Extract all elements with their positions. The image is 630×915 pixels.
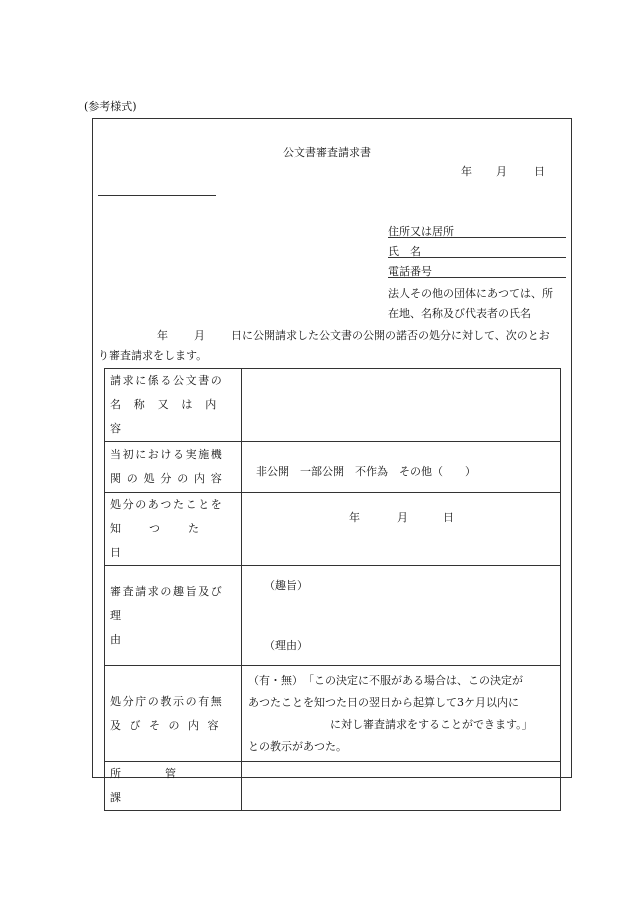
- intro-text-line2: り審査請求をします。: [98, 349, 208, 362]
- row-reason: [105, 566, 561, 666]
- known-date-day: 日: [443, 511, 454, 524]
- sample-label: (参考様式): [84, 100, 137, 113]
- known-date-value[interactable]: [242, 493, 561, 566]
- instruction-label: [105, 666, 242, 762]
- reason-label: [105, 566, 242, 666]
- doc-name-value[interactable]: [242, 369, 561, 442]
- instruction-text-line2: あつたことを知つた日の翌日から起算して3ケ月以内に: [248, 695, 519, 709]
- original-options-text: 非公開 一部公開 不作為 その他（ ）: [256, 465, 476, 478]
- instruction-value[interactable]: [242, 666, 561, 762]
- intro-month: 月: [194, 329, 205, 342]
- address-label: 住所又は居所: [388, 225, 454, 238]
- original-options[interactable]: [242, 442, 561, 493]
- phone-label: 電話番号: [388, 265, 432, 278]
- instruction-text-line3: に対し審査請求をすることができます。」: [330, 717, 533, 731]
- name-line: [388, 257, 566, 258]
- name-label: 氏 名: [388, 245, 421, 258]
- doc-name-label-line2: 名称又は内容: [110, 398, 229, 435]
- request-table: [104, 368, 561, 811]
- row-known-date: [105, 493, 561, 566]
- instruction-label-line2: 及びその内容: [110, 718, 227, 732]
- reason-sub-label: （理由）: [264, 639, 308, 652]
- original-label-line2: 関の処分の内容: [110, 472, 228, 485]
- original-label: [105, 442, 242, 493]
- corp-note-line2: 在地、名称及び代表者の氏名: [388, 307, 531, 320]
- corp-note-line1: 法人その他の団体にあつては、所: [388, 287, 553, 300]
- dept-label: 所管課: [105, 762, 242, 811]
- reason-label-line2: 理由: [110, 608, 211, 646]
- address-line: [388, 237, 566, 238]
- intro-text-line1: 日に公開請求した公文書の公開の諾否の処分に対して、次のとお: [231, 329, 550, 342]
- row-document-name: [105, 369, 561, 442]
- original-label-line1: 当初における実施機: [110, 448, 224, 461]
- phone-line: [388, 277, 566, 278]
- known-date-label-line1: 処分のあつたことを: [110, 498, 224, 511]
- dept-value[interactable]: [242, 762, 561, 811]
- doc-name-label-line1: 請求に係る公文書の: [110, 374, 224, 387]
- known-date-label-line2: 知つた日: [110, 522, 227, 559]
- date-year: 年: [461, 165, 472, 178]
- instruction-text-line1: （有・無） 「この決定に不服がある場合は、この決定が: [248, 673, 523, 687]
- reason-value[interactable]: [242, 566, 561, 666]
- date-month: 月: [496, 165, 507, 178]
- date-day: 日: [534, 165, 545, 178]
- row-original-disposition: [105, 442, 561, 493]
- row-instruction: [105, 666, 561, 762]
- reason-label-line1: 審査請求の趣旨及び: [110, 584, 224, 598]
- addressee-line: [98, 195, 216, 196]
- doc-name-label: [105, 369, 242, 442]
- purpose-label: （趣旨）: [264, 579, 308, 592]
- form-title: 公文書審査請求書: [283, 146, 371, 159]
- known-date-year: 年: [349, 511, 360, 524]
- row-department: [105, 762, 561, 811]
- intro-year: 年: [157, 329, 168, 342]
- instruction-label-line1: 処分庁の教示の有無: [110, 694, 224, 708]
- known-date-label: [105, 493, 242, 566]
- instruction-text-line4: との教示があつた。: [248, 739, 347, 753]
- known-date-month: 月: [397, 511, 408, 524]
